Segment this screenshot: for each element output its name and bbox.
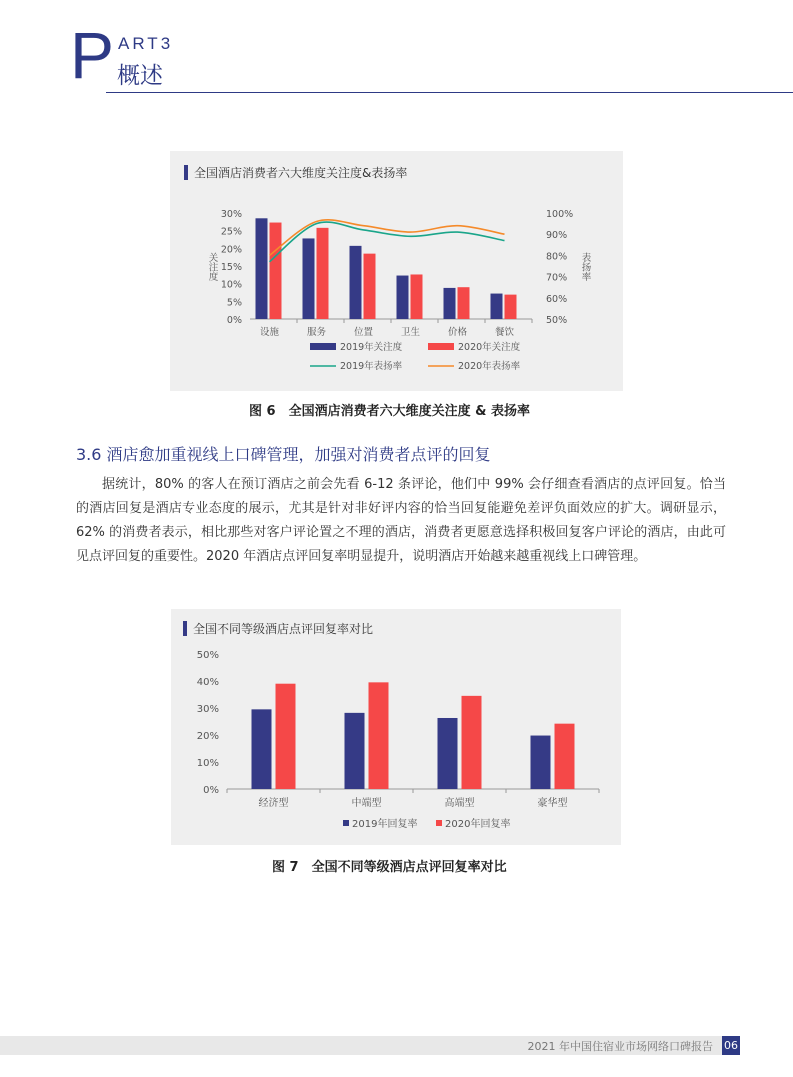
bar-2020年关注度 <box>411 274 423 319</box>
y-tick-label: 15% <box>220 262 242 273</box>
y-tick-label: 25% <box>220 226 242 238</box>
legend-swatch <box>428 343 454 350</box>
bar-2020年回复率 <box>462 696 482 789</box>
x-tick-label: 豪华型 <box>537 798 568 809</box>
legend-swatch <box>343 820 349 826</box>
y2-axis-label: 表扬率 <box>579 252 591 282</box>
bar-2019年回复率 <box>345 713 365 789</box>
x-tick-label: 卫生 <box>400 327 421 338</box>
figure6-caption: 图 6 全国酒店消费者六大维度关注度 & 表扬率 <box>249 404 530 419</box>
bar-2020年关注度 <box>505 295 517 319</box>
legend-label: 2019年回复率 <box>352 819 418 830</box>
bar-2019年关注度 <box>256 218 268 319</box>
y2-tick-label: 70% <box>546 272 568 284</box>
figure6-chart-panel <box>170 151 623 391</box>
section-paragraph <box>76 473 726 569</box>
bar-2020年关注度 <box>270 223 282 319</box>
y-tick-label: 30% <box>220 209 242 220</box>
page-number: 06 <box>722 1036 740 1055</box>
y-tick-label: 50% <box>196 650 219 661</box>
legend-swatch <box>310 343 336 350</box>
y-tick-label: 10% <box>220 279 242 291</box>
bar-2019年关注度 <box>397 276 409 319</box>
bar-2019年关注度 <box>303 238 315 319</box>
y2-tick-label: 90% <box>546 230 568 242</box>
y-tick-label: 20% <box>196 731 219 742</box>
bar-2020年回复率 <box>369 682 389 789</box>
x-tick-label: 设施 <box>259 327 280 338</box>
legend-label: 2020年回复率 <box>445 819 511 830</box>
footer-report-title: 2021 年中国住宿业市场网络口碑报告 <box>527 1040 713 1053</box>
bar-2019年回复率 <box>531 736 551 789</box>
y2-tick-label: 60% <box>546 293 568 305</box>
x-tick-label: 高端型 <box>444 798 475 809</box>
y-tick-label: 40% <box>196 677 219 688</box>
legend-label: 2019年关注度 <box>340 342 403 353</box>
y2-tick-label: 80% <box>546 251 568 263</box>
x-tick-label: 中端型 <box>351 798 382 809</box>
y-tick-label: 10% <box>196 758 219 769</box>
x-tick-label: 位置 <box>353 327 374 338</box>
y-tick-label: 5% <box>226 297 242 309</box>
bar-2019年关注度 <box>444 288 456 319</box>
y-tick-label: 0% <box>203 785 219 796</box>
bar-2020年关注度 <box>458 287 470 319</box>
y-tick-label: 30% <box>196 704 219 715</box>
bar-2020年关注度 <box>364 254 376 319</box>
y-tick-label: 20% <box>220 244 242 256</box>
y-axis-label: 关注度 <box>206 252 218 282</box>
figure7-chart-panel <box>171 609 621 845</box>
part-letter: P <box>70 18 115 92</box>
chart-title: 全国不同等级酒店点评回复率对比 <box>193 622 374 636</box>
figure7-caption: 图 7 全国不同等级酒店点评回复率对比 <box>272 860 507 875</box>
figure7-chart <box>171 609 621 845</box>
x-tick-label: 餐饮 <box>494 327 515 338</box>
legend-label: 2020年关注度 <box>458 342 521 353</box>
bar-2020年关注度 <box>317 228 329 319</box>
bar-2019年回复率 <box>252 709 272 789</box>
y2-tick-label: 100% <box>546 209 574 220</box>
figure6-chart <box>170 151 623 391</box>
legend-label: 2019年表扬率 <box>340 361 403 372</box>
x-tick-label: 经济型 <box>258 798 289 809</box>
bar-2019年回复率 <box>438 718 458 789</box>
legend-swatch <box>436 820 442 826</box>
x-tick-label: 价格 <box>447 327 468 338</box>
title-marker <box>183 621 187 636</box>
bar-2019年关注度 <box>350 246 362 319</box>
section-heading: 3.6 酒店愈加重视线上口碑管理，加强对消费者点评的回复 <box>76 445 491 464</box>
bar-2020年回复率 <box>555 724 575 789</box>
title-marker <box>184 165 188 180</box>
bar-2019年关注度 <box>491 294 503 319</box>
bar-2020年回复率 <box>276 684 296 789</box>
y2-tick-label: 50% <box>546 315 568 326</box>
y-tick-label: 0% <box>226 315 242 326</box>
header-divider <box>106 92 793 93</box>
part-label: ART3 <box>118 34 174 53</box>
legend-label: 2020年表扬率 <box>458 361 521 372</box>
x-tick-label: 服务 <box>306 327 327 338</box>
chart-title: 全国酒店消费者六大维度关注度&表扬率 <box>194 166 408 180</box>
paragraph-text: 据统计，80% 的客人在预订酒店之前会先看 6-12 条评论，他们中 99% 会仔细查看酒店的点评回复。恰当的酒店回复是酒店专业态度的展示，尤其是针对非好评内容的恰当回复能避免差评负面效应的扩大。调研显示，62% 的消费者表示，相比那些对客户评论置之不理的酒店，消费者更愿意选择积极回复客户评论的酒店，由此可见点评回复的重要性。2020 年酒店点评回复率明显提升，说明酒店开始越来越重视线上口碑管理。 <box>76 477 726 564</box>
part-title: 概述 <box>117 63 163 89</box>
